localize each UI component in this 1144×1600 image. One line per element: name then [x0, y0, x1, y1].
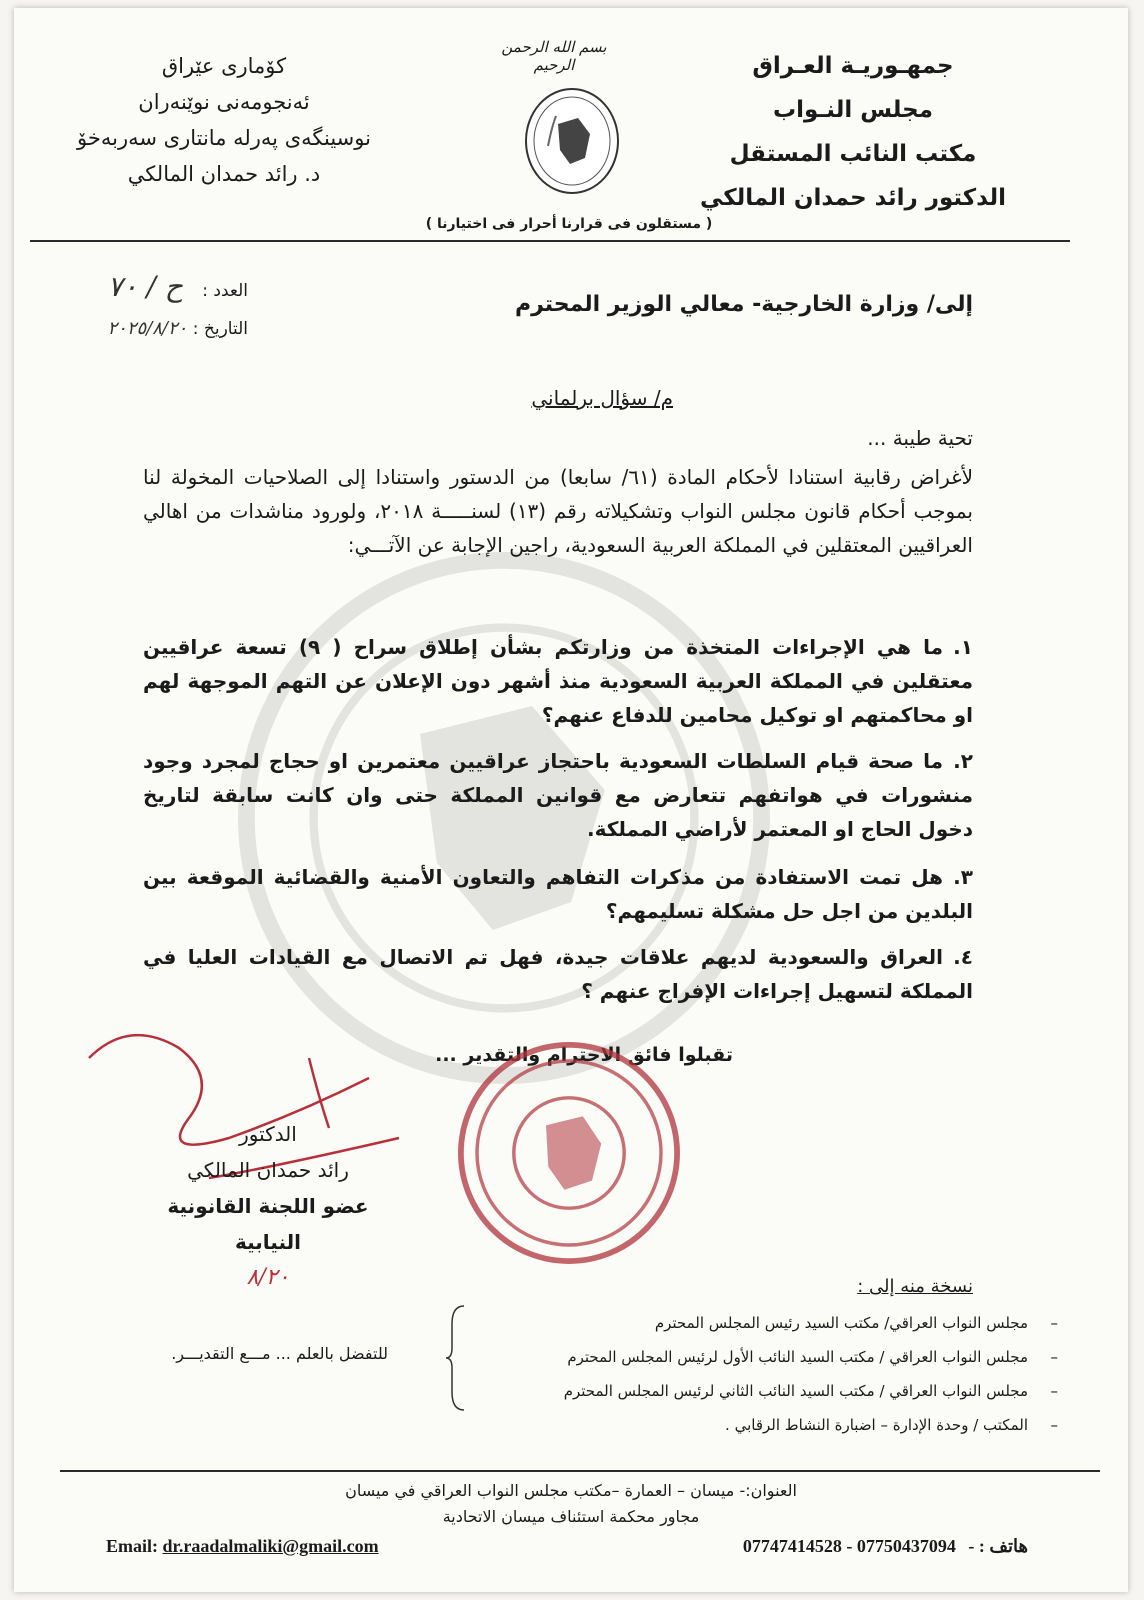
date-value: ٢٠٢٥/٨/٢٠: [107, 318, 188, 339]
phone-block: [743, 1536, 1028, 1557]
question-2: [143, 744, 973, 846]
header-left: [44, 48, 404, 192]
brace-icon: [444, 1304, 468, 1412]
header-left-line-4: د. رائد حمدان المالكي: [127, 162, 321, 186]
question-4: [143, 940, 973, 1008]
question-number: ٤.: [953, 945, 973, 969]
header-divider: [30, 240, 1070, 242]
official-seal: [454, 1038, 684, 1268]
signature-name: رائد حمدان المالكي: [187, 1158, 349, 1182]
copy-item: – مجلس النواب العراقي / مكتب السيد النائب الأول لرئيس المجلس المحترم: [528, 1340, 1028, 1374]
copy-item: – مجلس النواب العراقي/ مكتب السيد رئيس المجلس المحترم: [528, 1306, 1028, 1340]
signature-role: عضو اللجنة القانونية النيابية: [167, 1194, 369, 1254]
question-text: العراق والسعودية لديهم علاقات جيدة، فهل تم الاتصال مع القيادات العليا في المملكة لتسهيل إجراءات الإفراج عنهم ؟: [143, 945, 973, 1003]
signature-title: الدكتور: [239, 1122, 297, 1146]
number-value: ح / ٧٠: [107, 270, 183, 303]
date-label: التاريخ :: [192, 319, 248, 339]
motto: ( مستقلون فى قرارنا أحرار فى اختيارنا ): [425, 216, 713, 232]
number-label: العدد :: [202, 281, 248, 301]
email-link[interactable]: dr.raadalmaliki@gmail.com: [162, 1536, 379, 1556]
question-number: ٢.: [953, 749, 973, 773]
body-paragraph: لأغراض رقابية استنادا لأحكام المادة (٦١/ سابعا) من الدستور واستنادا إلى الصلاحيات المخولة لنا بموجب أحكام قانون مجلس النواب وتشكيلاته رقم (١٣) لسنـــــة ٢٠١٨، ولورود مناشدات من اهالي العراقيين المعتقلين في المملكة العربية السعودية، راجين الإجابة عن الآتـــي:: [143, 465, 973, 557]
subject: م/ سؤال برلماني: [531, 386, 673, 410]
header-left-line-2: ئەنجومەنی نوێنەران: [138, 90, 310, 114]
question-1: [143, 630, 973, 732]
reference-date: [108, 318, 248, 339]
header-right-line-1: جمهـوريـة العـراق: [752, 53, 954, 79]
header-right-line-2: مجلس النـواب: [773, 97, 933, 123]
recipient: إلى/ وزارة الخارجية- معالي الوزير المحترم: [514, 292, 973, 317]
header-right-line-3: مكتب النائب المستقل: [729, 141, 977, 167]
signature-block: [148, 1116, 388, 1296]
question-number: ١.: [953, 635, 973, 659]
question-3: [143, 860, 973, 928]
address-line-2: مجاور محكمة استئناف ميسان الاتحادية: [442, 1507, 700, 1526]
parliament-logo: [522, 86, 622, 196]
reference-number: [107, 270, 248, 303]
question-text: هل تمت الاستفادة من مذكرات التفاهم والتعاون الأمنية والقضائية الموقعة بين البلدين من اجل حل مشكلة تسليمهم؟: [143, 865, 973, 923]
signature-handwritten-date: ٨/٢٠: [246, 1265, 290, 1290]
copy-item: – المكتب / وحدة الإدارة – اضبارة النشاط الرقابي .: [528, 1408, 1028, 1442]
phone-numbers: 07747414528 - 07750437094: [742, 1536, 956, 1556]
footer-address: [14, 1478, 1128, 1530]
address-line-1: العنوان:- ميسان – العمارة –مكتب مجلس النواب العراقي في ميسان: [345, 1481, 797, 1500]
basmala: بسم الله الرحمن الرحيم: [501, 38, 607, 74]
header-right: [688, 44, 1018, 220]
copy-note: للتفضل بالعلم ... مـــع التقديـــر.: [171, 1344, 388, 1363]
header-left-line-3: نوسینگەی پەرلە مانتاری سەربەخۆ: [77, 126, 371, 150]
greeting: تحية طيبة ...: [867, 426, 973, 450]
footer-divider: [60, 1470, 1100, 1472]
closing: تقبلوا فائق الاحترام والتقدير ...: [435, 1044, 733, 1066]
question-text: ما هي الإجراءات المتخذة من وزارتكم بشأن إطلاق سراح ( ٩) تسعة عراقيين معتقلين في المملكة العربية السعودية منذ أشهر دون الإعلان عن التهم الموجهة لهم او محاكمتهم او توكيل محامين للدفاع عنهم؟: [143, 635, 973, 727]
copies-list: [528, 1306, 1028, 1442]
copy-item: – مجلس النواب العراقي / مكتب السيد النائب الثاني لرئيس المجلس المحترم: [528, 1374, 1028, 1408]
question-number: ٣.: [953, 865, 973, 889]
header-left-line-1: كۆماری عێراق: [161, 54, 287, 78]
document-page: [14, 8, 1128, 1592]
copy-title: نسخة منه إلى :: [857, 1276, 973, 1297]
email-block: [106, 1536, 379, 1557]
email-label: Email:: [106, 1536, 158, 1556]
question-text: ما صحة قيام السلطات السعودية باحتجاز عراقيين معتمرين او حجاج لمجرد وجود منشورات في هواتفهم تتعارض مع قوانين المملكة حتى وان كانت سابقة لتاريخ دخول الحاج او المعتمر لأراضي المملكة.: [143, 749, 973, 841]
phone-label: هاتف : -: [968, 1536, 1028, 1556]
header-right-line-4: الدكتور رائد حمدان المالكي: [700, 185, 1006, 211]
